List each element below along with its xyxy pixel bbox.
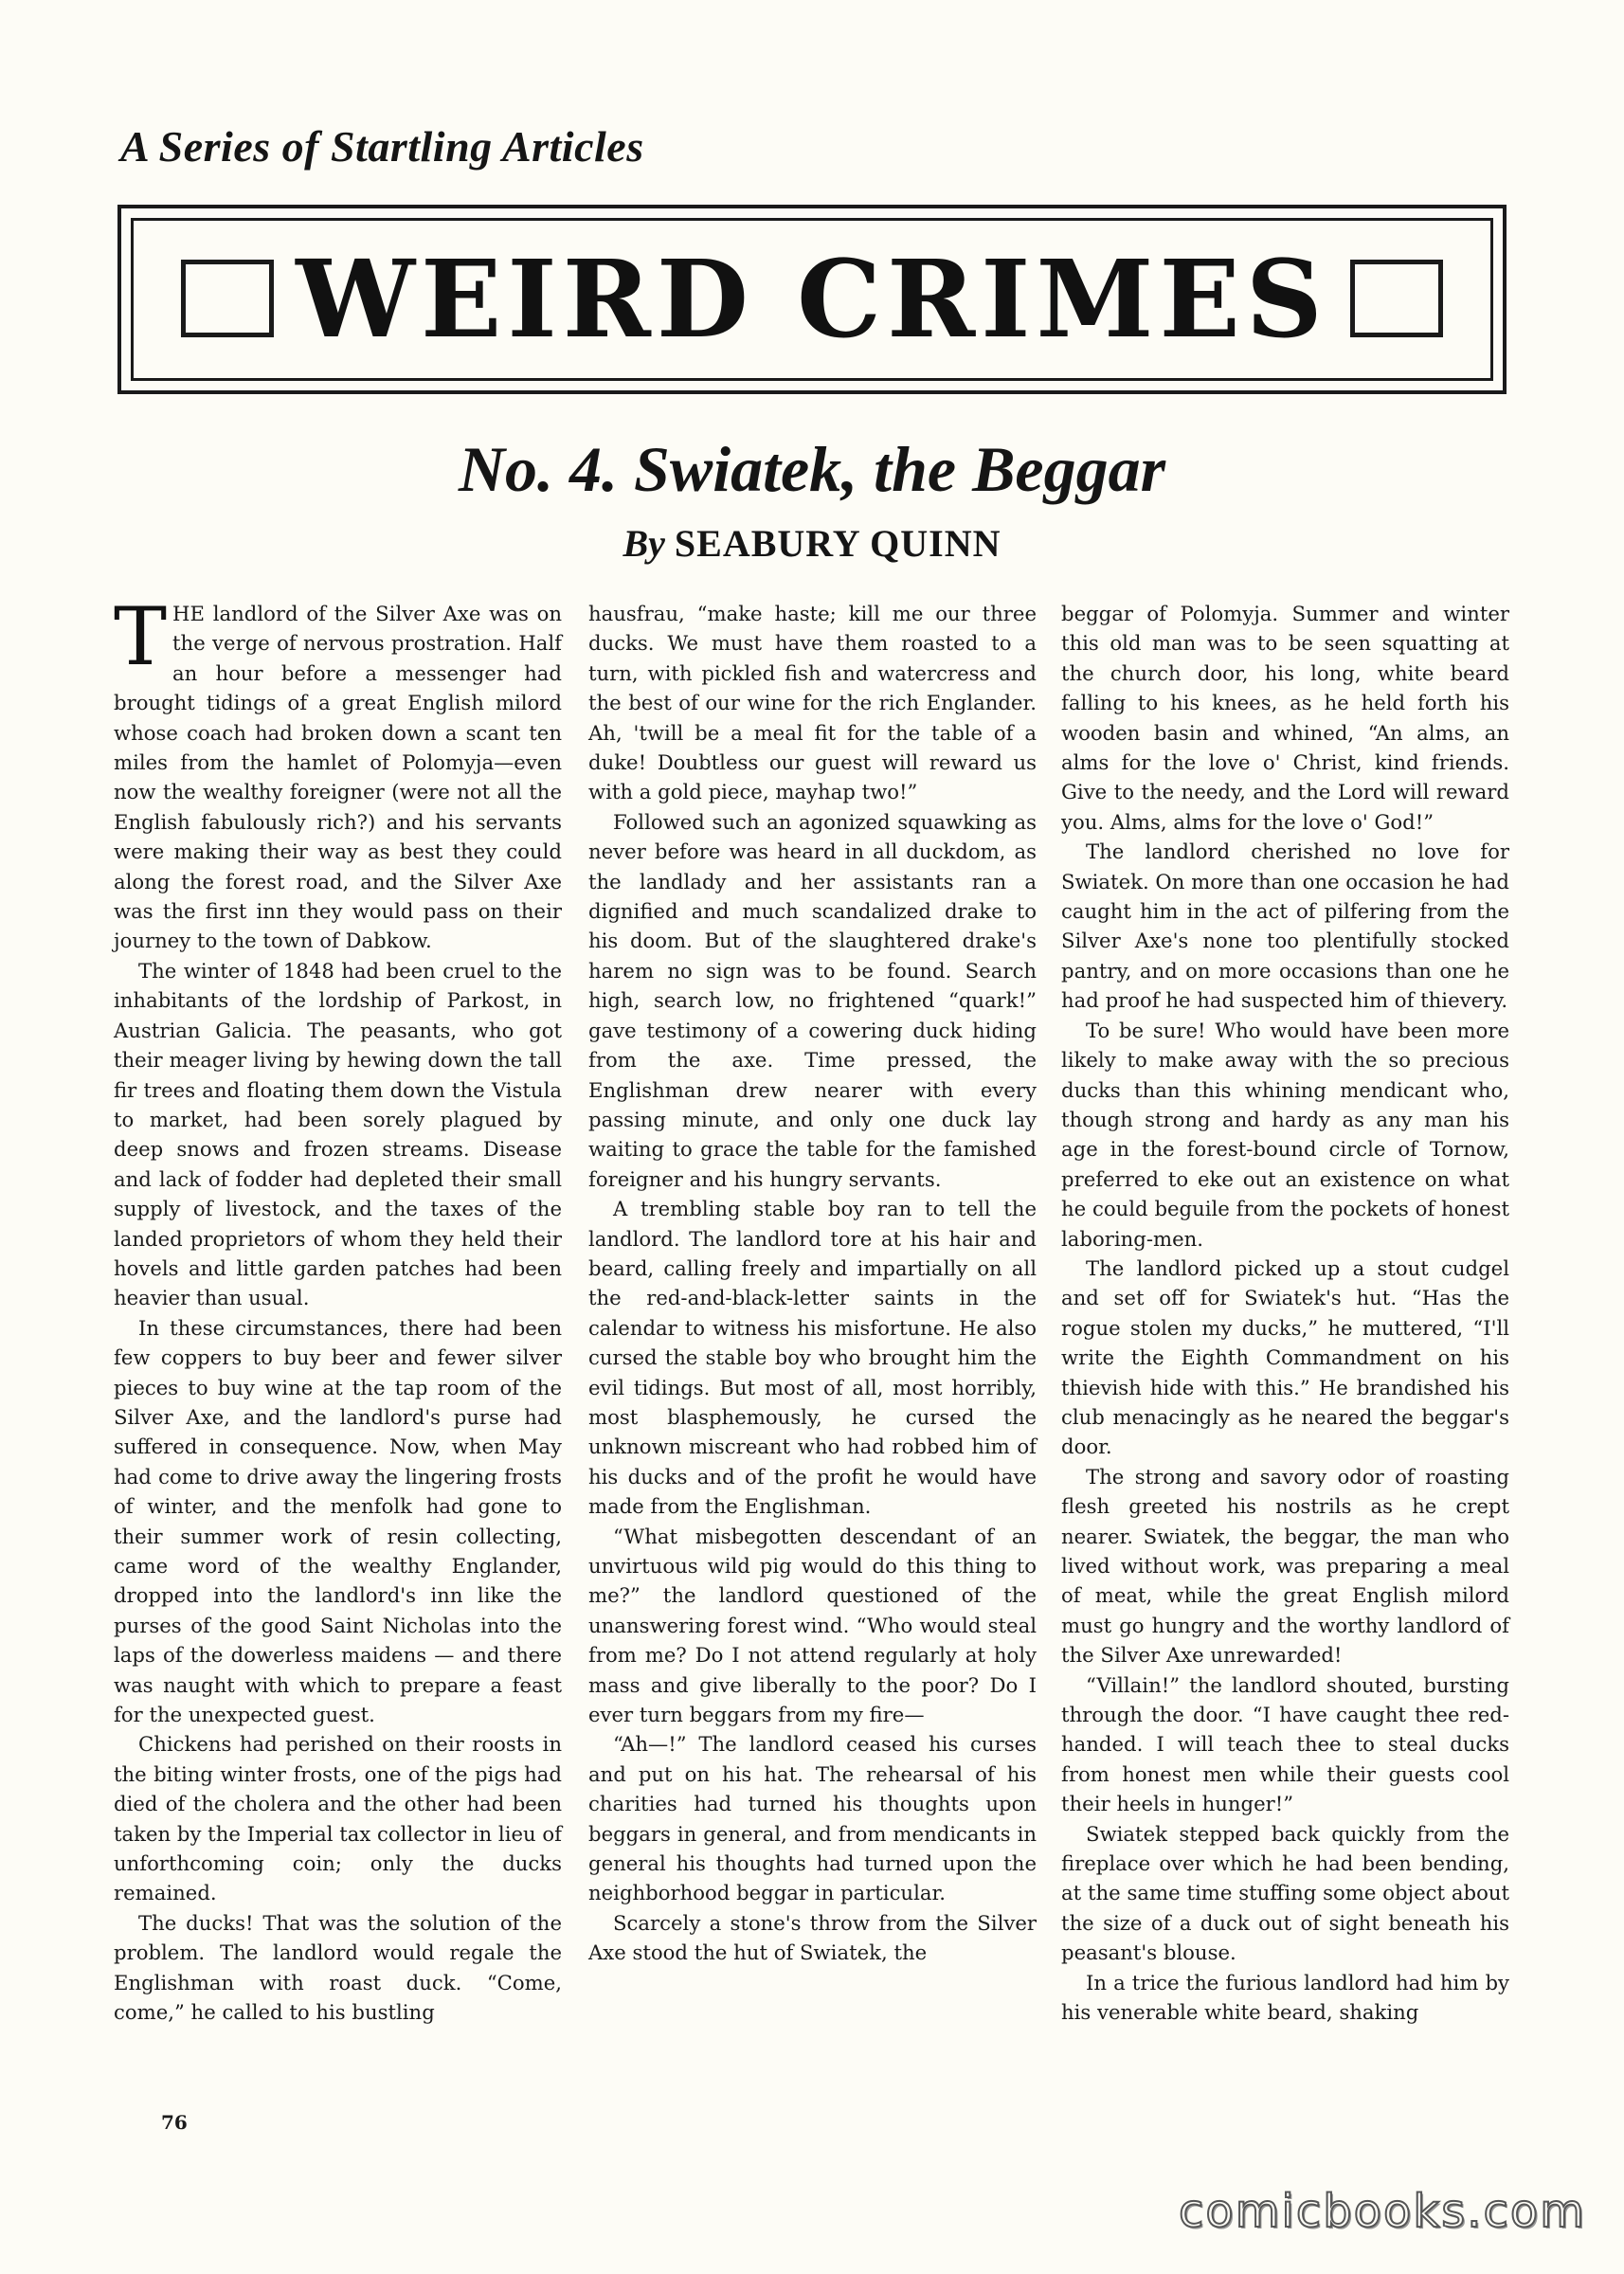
byline-author: SEABURY QUINN xyxy=(674,522,1001,565)
article-column-1 xyxy=(114,590,562,2028)
title-banner-inner xyxy=(131,218,1493,381)
byline-by: By xyxy=(623,522,665,565)
article-column-2 xyxy=(588,599,1037,1968)
page-number: 76 xyxy=(161,2111,188,2134)
banner-title: WEIRD CRIMES xyxy=(296,237,1328,362)
paragraph: A trembling stable boy ran to tell the landlord. The landlord tore at his hair and beard, calling freely and impartially on all the red-and-black-letter saints in the calendar to witness his misfortune. He also cursed the stable boy who brought him the evil tidings. But most of all, most horribly, most blasphemously, he cursed the unknown miscreant who had robbed him of his ducks and of the profit he would have made from the Englishman. xyxy=(588,1197,1037,1519)
drop-cap: T xyxy=(114,590,168,683)
series-kicker: A Series of Startling Articles xyxy=(120,122,644,171)
story-title: No. 4. Swiatek, the Beggar xyxy=(458,433,1166,505)
paragraph: In these circumstances, there had been few coppers to buy beer and fewer silver pieces to buy wine at the tap room of the Silver Axe, and the landlord's purse had suffered in consequence. Now, when May had come to drive away the lingering frosts of winter, and the menfolk had gone to their summer work of resin collecting, came word of the wealthy Englander, dropped into the landlord's inn like the purses of the good Saint Nicholas into the laps of the dowerless maidens — and there was naught with which to prepare a feast for the unexpected guest. xyxy=(114,1315,562,1727)
paragraph: “What misbegotten descendant of an unvirtuous wild pig would do this thing to me?” the landlord questioned of the unanswering forest wind. “Who would steal from me? Do I not attend regularly at holy mass and give liberally to the poor? Do I ever turn beggars from my fire— xyxy=(588,1524,1037,1727)
paragraph: “Villain!” the landlord shouted, bursting through the door. “I have caught thee red-handed. I will teach thee to steal ducks from honest men while their guests cool their heels in hunger!” xyxy=(1061,1672,1509,1816)
paragraph: Chickens had perished on their roosts in the biting winter frosts, one of the pigs had died of the cholera and the other had been taken by the Imperial tax collector in lieu of unforthcoming coin; only the ducks remained. xyxy=(114,1732,562,1905)
paragraph: The landlord cherished no love for Swiatek. On more than one occasion he had caught him in the act of pilfering from the Silver Axe's none too plentifully stocked pantry, and on more occasions than one he had proof he had suspected him of thievery. xyxy=(1061,839,1509,1013)
paragraph: The strong and savory odor of roasting flesh greeted his nostrils as he crept nearer. Swiatek, the beggar, the man who lived without work, was preparing a meal of meat, while the great English milord must go hungry and the worthy landlord of the Silver Axe unrewarded! xyxy=(1061,1464,1509,1668)
paragraph: Swiatek stepped back quickly from the fireplace over which he had been bending, at the same time stuffing some object about the size of a duck out of sight beneath his peasant's blouse. xyxy=(1061,1821,1509,1965)
paragraph: The landlord picked up a stout cudgel and set off for Swiatek's hut. “Has the rogue stolen my ducks,” he muttered, “I'll write the Eighth Commandment on his thievish hide with this.” He brandished his club menacingly as he neared the beggar's door. xyxy=(1061,1255,1509,1459)
site-watermark: comicbooks.com xyxy=(1178,2185,1586,2238)
title-banner xyxy=(117,205,1507,394)
paragraph: The winter of 1848 had been cruel to the inhabitants of the lordship of Parkost, in Austrian Galicia. The peasants, who got their meager living by hewing down the tall fir trees and floating them down the Vistula to market, had been sorely plagued by deep snows and frozen streams. Disease and lack of fodder had depleted their small supply of livestock, and the taxes of the landed proprietors of whom they held their hovels and little garden patches had been heavier than usual. xyxy=(114,958,562,1310)
paragraph: In a trice the furious landlord had him by his venerable white beard, shaking xyxy=(1061,1970,1509,2025)
paragraph: beggar of Polomyja. Summer and winter this old man was to be seen squatting at the church door, his long, white beard falling to his knees, as he held forth his wooden basin and whined, “An alms, an alms for the love o' Christ, kind friends. Give to the needy, and the Lord will reward you. Alms, alms for the love o' God!” xyxy=(1061,602,1509,834)
banner-square-left xyxy=(181,260,274,337)
byline xyxy=(0,521,1624,566)
paragraph-text: HE landlord of the Silver Axe was on the verge of nervous prostration. Half an hour before a messenger had brought tidings of a great English milord whose coach had broken down a scant ten miles from the hamlet of Polomyja—even now the wealthy foreigner (were not all the English fabulously rich?) and his servants were making their way as best they could along the forest road, and the Silver Axe was the first inn they would pass on their journey to the town of Dabkow. xyxy=(114,602,562,953)
paragraph: Followed such an agonized squawking as never before was heard in all duckdom, as the landlady and her assistants ran a dignified and much scandalized drake to his doom. But of the slaughtered drake's harem no sign was to be found. Search high, search low, no frightened “quark!” gave testimony of a cowering duck hiding from the axe. Time pressed, the Englishman drew nearer with every passing minute, and only one duck lay waiting to grace the table for the famished foreigner and his hungry servants. xyxy=(588,809,1037,1191)
paragraph xyxy=(114,590,562,956)
paragraph: The ducks! That was the solution of the problem. The landlord would regale the Englishman with roast duck. “Come, come,” he called to his bustling xyxy=(114,1910,562,2025)
paragraph: “Ah—!” The landlord ceased his curses and put on his hat. The rehearsal of his charities had turned his thoughts upon beggars in general, and from mendicants in general his thoughts had turned upon the neighborhood beggar in particular. xyxy=(588,1732,1037,1905)
paragraph: hausfrau, “make haste; kill me our three ducks. We must have them roasted to a turn, with pickled fish and watercress and the best of our wine for the rich Englander. Ah, 'twill be a meal fit for the table of a duke! Doubtless our guest will reward us with a gold piece, mayhap two!” xyxy=(588,602,1037,804)
paragraph: Scarcely a stone's throw from the Silver Axe stood the hut of Swiatek, the xyxy=(588,1910,1037,1965)
banner-square-right xyxy=(1350,260,1443,337)
article-column-3 xyxy=(1061,599,1509,2028)
paragraph: To be sure! Who would have been more likely to make away with the so precious ducks than this whining mendicant who, though strong and hardy as any man his age in the forest-bound circle of Tornow, preferred to eke out an existence on what he could beguile from the pockets of honest laboring-men. xyxy=(1061,1018,1509,1251)
